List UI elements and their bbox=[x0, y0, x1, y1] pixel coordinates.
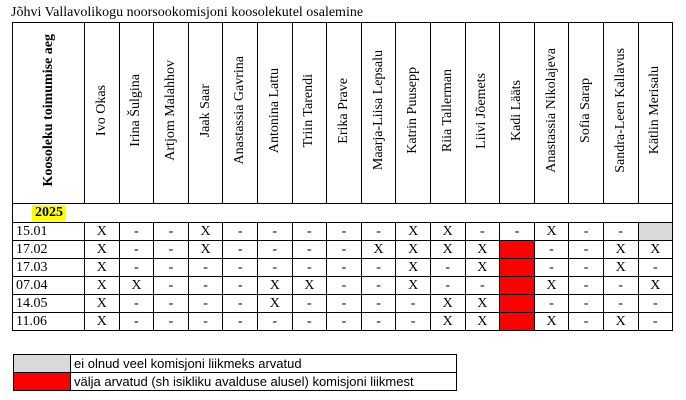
member-name: Kadi Lääts bbox=[508, 79, 524, 142]
meeting-date: 15.01 bbox=[13, 223, 85, 241]
attendance-cell: - bbox=[603, 223, 638, 241]
attendance-cell: - bbox=[569, 223, 604, 241]
attendance-cell: - bbox=[119, 241, 154, 259]
attendance-cell: X bbox=[396, 259, 431, 277]
attendance-cell: - bbox=[569, 313, 604, 331]
attendance-cell: X bbox=[396, 223, 431, 241]
attendance-cell: - bbox=[327, 277, 362, 295]
attendance-cell: X bbox=[292, 277, 327, 295]
attendance-cell: X bbox=[534, 277, 569, 295]
attendance-cell: X bbox=[465, 313, 500, 331]
member-header bbox=[569, 23, 604, 204]
member-header bbox=[188, 23, 223, 204]
attendance-cell: - bbox=[223, 259, 258, 277]
attendance-cell: - bbox=[257, 223, 292, 241]
member-header bbox=[257, 23, 292, 204]
attendance-cell: X bbox=[257, 295, 292, 313]
attendance-cell: X bbox=[430, 223, 465, 241]
member-name: Antonina Lattu bbox=[266, 67, 282, 154]
legend-item bbox=[14, 373, 457, 391]
attendance-cell: - bbox=[292, 223, 327, 241]
attendance-cell: - bbox=[154, 223, 189, 241]
member-name: Anastassia Nikolajeva bbox=[543, 48, 559, 173]
header-meeting-date-label: Koosoleku toimumise aeg bbox=[41, 34, 56, 187]
attendance-cell: - bbox=[430, 259, 465, 277]
attendance-cell: - bbox=[223, 277, 258, 295]
attendance-cell: - bbox=[638, 295, 673, 313]
member-header bbox=[292, 23, 327, 204]
meeting-date: 11.06 bbox=[13, 313, 85, 331]
attendance-cell: X bbox=[603, 259, 638, 277]
attendance-cell: - bbox=[292, 295, 327, 313]
member-header bbox=[430, 23, 465, 204]
attendance-cell-removed bbox=[500, 277, 535, 295]
table-row bbox=[13, 241, 673, 259]
attendance-cell: - bbox=[223, 223, 258, 241]
attendance-cell: - bbox=[188, 259, 223, 277]
meeting-date: 14.05 bbox=[13, 295, 85, 313]
attendance-cell: - bbox=[119, 295, 154, 313]
attendance-cell: - bbox=[119, 313, 154, 331]
attendance-cell: - bbox=[327, 241, 362, 259]
table-row bbox=[13, 223, 673, 241]
member-header bbox=[638, 23, 673, 204]
attendance-cell: X bbox=[603, 313, 638, 331]
header-meeting-date bbox=[13, 23, 85, 204]
member-header bbox=[327, 23, 362, 204]
attendance-cell: X bbox=[85, 223, 120, 241]
legend-item bbox=[14, 355, 457, 373]
attendance-cell: - bbox=[292, 313, 327, 331]
attendance-cell: X bbox=[361, 241, 396, 259]
attendance-cell: X bbox=[465, 295, 500, 313]
attendance-cell: X bbox=[85, 259, 120, 277]
attendance-cell: - bbox=[292, 241, 327, 259]
meeting-date: 17.03 bbox=[13, 259, 85, 277]
attendance-cell: X bbox=[534, 313, 569, 331]
attendance-cell: - bbox=[257, 259, 292, 277]
attendance-cell: - bbox=[534, 241, 569, 259]
attendance-cell: - bbox=[188, 295, 223, 313]
attendance-cell: - bbox=[154, 259, 189, 277]
member-name: Erika Prave bbox=[335, 77, 351, 144]
member-name: Sandra-Leen Kallavus bbox=[612, 48, 628, 173]
attendance-cell: - bbox=[638, 259, 673, 277]
table-row bbox=[13, 313, 673, 331]
attendance-cell: - bbox=[569, 241, 604, 259]
attendance-cell: X bbox=[396, 277, 431, 295]
attendance-cell: - bbox=[327, 295, 362, 313]
attendance-cell: - bbox=[327, 223, 362, 241]
attendance-cell: - bbox=[223, 241, 258, 259]
attendance-cell: - bbox=[223, 295, 258, 313]
attendance-cell: - bbox=[154, 295, 189, 313]
legend-swatch-gray bbox=[14, 355, 71, 373]
attendance-cell: X bbox=[85, 313, 120, 331]
member-name: Triin Tarendi bbox=[301, 73, 317, 148]
member-name: Artjom Malahhov bbox=[162, 60, 178, 161]
attendance-cell: - bbox=[154, 277, 189, 295]
member-header bbox=[361, 23, 396, 204]
attendance-cell: - bbox=[603, 277, 638, 295]
attendance-cell: X bbox=[119, 277, 154, 295]
attendance-cell: - bbox=[396, 313, 431, 331]
attendance-table bbox=[12, 22, 673, 331]
attendance-cell: - bbox=[223, 313, 258, 331]
attendance-cell-not-member bbox=[638, 223, 673, 241]
attendance-cell-removed bbox=[500, 295, 535, 313]
attendance-cell: - bbox=[534, 259, 569, 277]
attendance-cell: X bbox=[188, 241, 223, 259]
attendance-cell: - bbox=[154, 241, 189, 259]
attendance-cell: - bbox=[569, 259, 604, 277]
member-header bbox=[603, 23, 638, 204]
attendance-cell: - bbox=[465, 223, 500, 241]
member-header bbox=[85, 23, 120, 204]
attendance-cell: - bbox=[292, 259, 327, 277]
member-header bbox=[119, 23, 154, 204]
member-name: Kätlin Merisalu bbox=[647, 66, 663, 155]
attendance-cell: - bbox=[361, 277, 396, 295]
attendance-cell: X bbox=[396, 241, 431, 259]
attendance-cell: X bbox=[534, 223, 569, 241]
attendance-cell: X bbox=[188, 223, 223, 241]
attendance-cell: - bbox=[119, 259, 154, 277]
attendance-cell: - bbox=[396, 295, 431, 313]
attendance-cell: - bbox=[188, 313, 223, 331]
member-header bbox=[465, 23, 500, 204]
member-name: Jaak Saar bbox=[197, 83, 213, 138]
table-row bbox=[13, 259, 673, 277]
member-header bbox=[396, 23, 431, 204]
attendance-cell: X bbox=[257, 277, 292, 295]
attendance-cell: - bbox=[430, 277, 465, 295]
attendance-cell: X bbox=[603, 241, 638, 259]
year-cell bbox=[13, 204, 673, 223]
attendance-cell-removed bbox=[500, 241, 535, 259]
attendance-cell: - bbox=[257, 241, 292, 259]
member-name: Katrin Puusepp bbox=[405, 67, 421, 154]
member-name: Anastassia Gavrina bbox=[232, 56, 248, 165]
year-label: 2025 bbox=[32, 205, 66, 221]
member-header bbox=[500, 23, 535, 204]
attendance-cell: X bbox=[430, 313, 465, 331]
attendance-cell: - bbox=[154, 313, 189, 331]
meeting-date: 07.04 bbox=[13, 277, 85, 295]
legend-text: ei olnud veel komisjoni liikmeks arvatud bbox=[71, 355, 457, 373]
attendance-cell-removed bbox=[500, 313, 535, 331]
attendance-cell: - bbox=[327, 313, 362, 331]
attendance-cell: - bbox=[361, 259, 396, 277]
attendance-cell: X bbox=[465, 259, 500, 277]
attendance-cell: X bbox=[430, 241, 465, 259]
attendance-cell: - bbox=[569, 277, 604, 295]
attendance-cell-removed bbox=[500, 259, 535, 277]
member-header bbox=[534, 23, 569, 204]
member-header bbox=[154, 23, 189, 204]
attendance-cell: - bbox=[361, 295, 396, 313]
attendance-cell: - bbox=[465, 277, 500, 295]
attendance-cell: - bbox=[361, 313, 396, 331]
attendance-cell: X bbox=[638, 241, 673, 259]
legend bbox=[13, 354, 457, 391]
member-name: Riia Tallerman bbox=[439, 68, 455, 153]
attendance-cell: - bbox=[603, 295, 638, 313]
member-name: Irina Šulgina bbox=[128, 74, 144, 147]
attendance-cell: X bbox=[638, 277, 673, 295]
table-row bbox=[13, 295, 673, 313]
meeting-date: 17.02 bbox=[13, 241, 85, 259]
member-name: Liivi Jõemets bbox=[474, 72, 490, 149]
attendance-cell: - bbox=[569, 295, 604, 313]
attendance-cell: - bbox=[500, 223, 535, 241]
member-name: Ivo Okas bbox=[93, 85, 109, 136]
attendance-cell: - bbox=[327, 259, 362, 277]
member-name: Sofia Sarap bbox=[578, 78, 594, 143]
table-row bbox=[13, 277, 673, 295]
legend-swatch-red bbox=[14, 373, 71, 391]
attendance-cell: X bbox=[465, 241, 500, 259]
document-title: Jõhvi Vallavolikogu noorsookomisjoni koosolekutel osalemine bbox=[11, 5, 364, 20]
attendance-cell: - bbox=[361, 223, 396, 241]
attendance-cell: - bbox=[638, 313, 673, 331]
attendance-cell: X bbox=[85, 277, 120, 295]
attendance-cell: X bbox=[85, 241, 120, 259]
member-name: Maarja-Liisa Lepsalu bbox=[370, 50, 386, 171]
attendance-cell: - bbox=[188, 277, 223, 295]
member-header bbox=[223, 23, 258, 204]
attendance-cell: - bbox=[534, 295, 569, 313]
attendance-cell: X bbox=[85, 295, 120, 313]
header-row bbox=[13, 23, 673, 204]
year-row bbox=[13, 204, 673, 223]
attendance-cell: - bbox=[119, 223, 154, 241]
attendance-cell: X bbox=[430, 295, 465, 313]
legend-text: välja arvatud (sh isikliku avalduse alusel) komisjoni liikmest bbox=[71, 373, 457, 391]
attendance-cell: - bbox=[257, 313, 292, 331]
